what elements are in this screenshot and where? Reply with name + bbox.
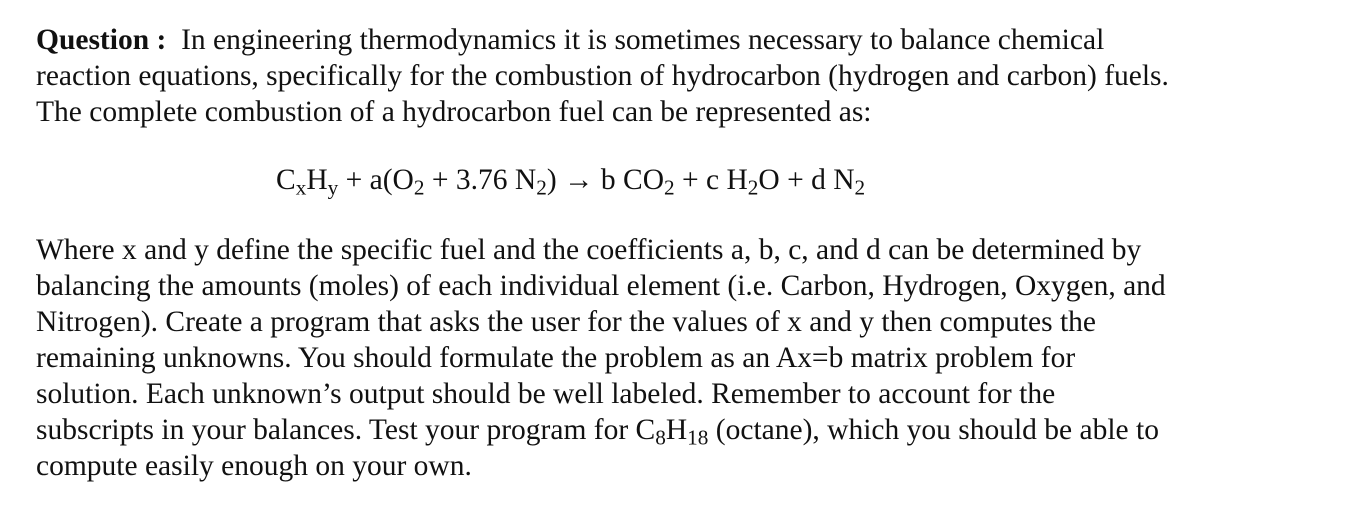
octane-sub-8: 8	[655, 425, 666, 450]
eq-close-paren: )	[546, 164, 557, 196]
eq-sub-y: y	[327, 175, 339, 200]
eq-n2-term: O + d N	[758, 164, 855, 196]
body-line-6-end: (octane), which you should be able to	[708, 414, 1159, 446]
body-line-6-start: subscripts in your balances. Test your program for C	[36, 414, 656, 446]
eq-co2-term: b CO	[600, 164, 664, 196]
body-line-3: Nitrogen). Create a program that asks the user for the values of x and y then computes the	[36, 306, 1097, 338]
body-line-5: solution. Each unknown’s output should be well labeled. Remember to account for the	[36, 378, 1056, 410]
eq-sub-n2: 2	[536, 175, 547, 200]
eq-sub-h2o: 2	[747, 175, 759, 200]
question-line-3: The complete combustion of a hydrocarbon fuel can be represented as:	[36, 96, 872, 128]
question-line-2: reaction equations, specifically for the combustion of hydrocarbon (hydrogen and carbon) fuels.	[36, 60, 1169, 92]
body-line-1: Where x and y define the specific fuel and the coefficients a, b, c, and d can be determined by	[36, 234, 1142, 266]
eq-sub-co2: 2	[664, 175, 675, 200]
eq-sub-x: x	[295, 175, 307, 200]
body-line-2: balancing the amounts (moles) of each individual element (i.e. Carbon, Hydrogen, Oxygen, and	[36, 270, 1166, 302]
body-paragraph	[36, 232, 1326, 484]
body-line-4: remaining unknowns. You should formulate the problem as an Ax=b matrix problem for	[36, 342, 1076, 374]
body-line-7: compute easily enough on your own.	[36, 450, 472, 482]
question-line-1	[36, 22, 1326, 58]
eq-hydrogen: H	[306, 164, 328, 196]
eq-arrow: →	[556, 164, 601, 196]
eq-sub-o2: 2	[413, 175, 425, 200]
eq-carbon: C	[276, 164, 296, 196]
document	[36, 22, 1326, 484]
question-paragraph	[36, 22, 1326, 130]
question-label: Question :	[36, 24, 167, 56]
body-line-6	[36, 412, 1326, 448]
eq-nitrogen-term: + 3.76 N	[424, 164, 537, 196]
question-text-1: In engineering thermodynamics it is sometimes necessary to balance chemical	[181, 24, 1105, 56]
eq-sub-n2-product: 2	[854, 175, 866, 200]
eq-air-term: + a(O	[338, 164, 414, 196]
octane-hydrogen: H	[665, 414, 688, 446]
combustion-equation	[276, 162, 1326, 198]
eq-h2o-term: + c H	[674, 164, 748, 196]
octane-sub-18: 18	[687, 425, 709, 450]
